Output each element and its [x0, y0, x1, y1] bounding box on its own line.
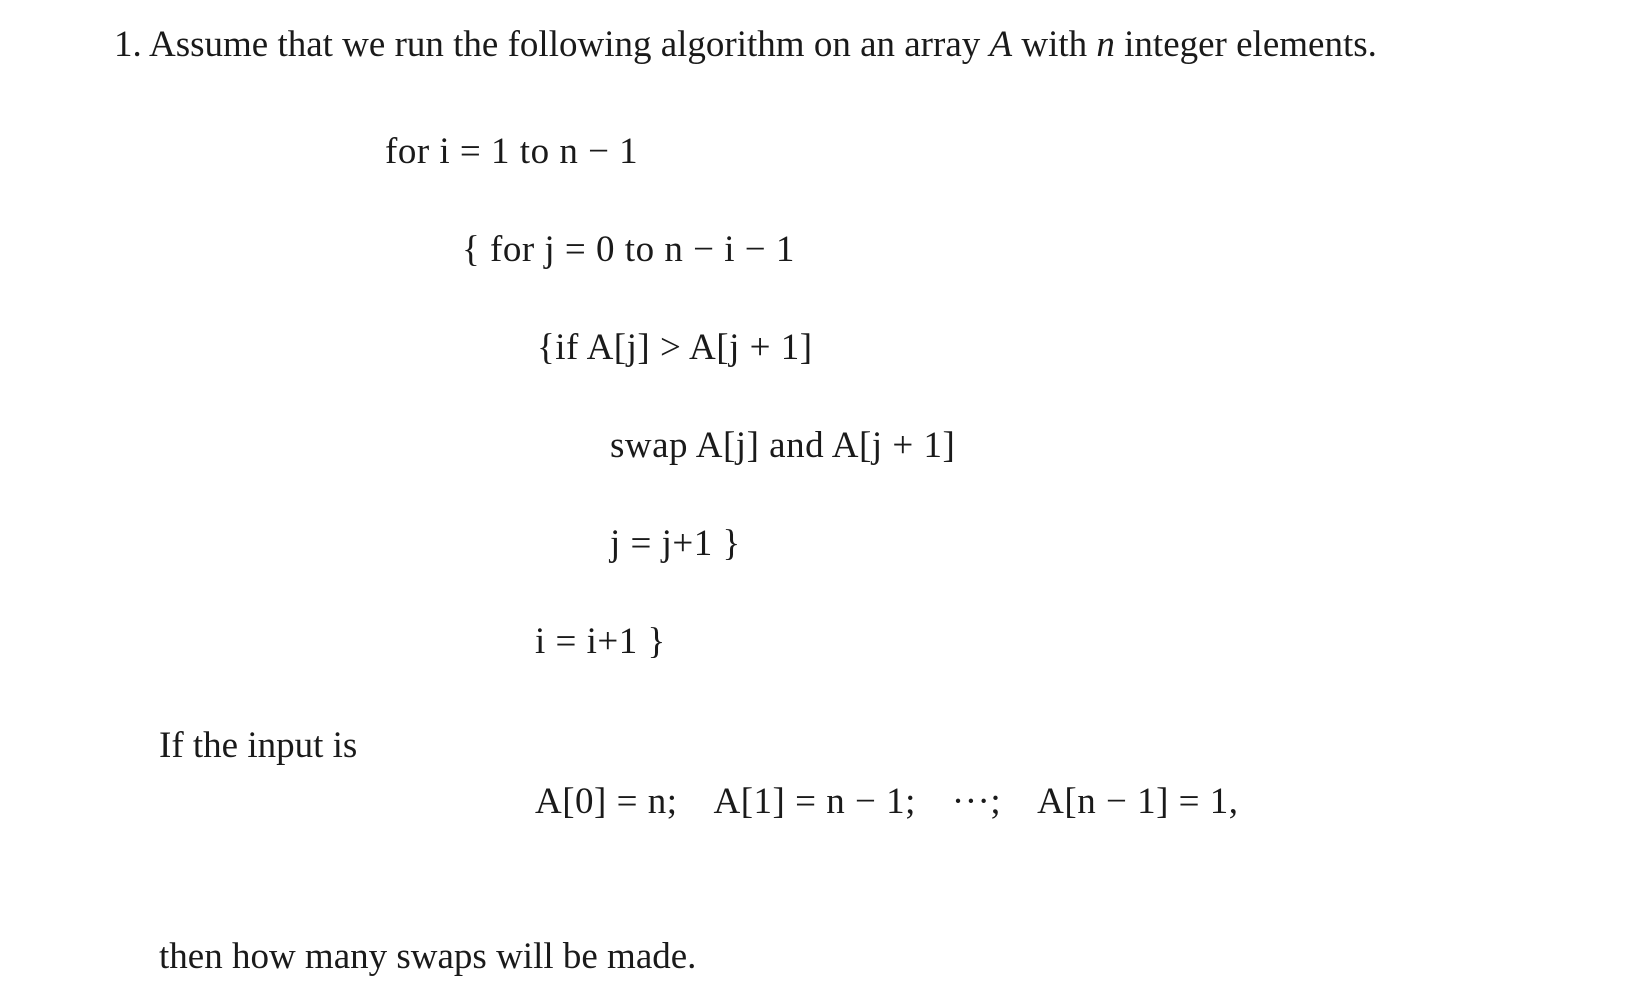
algorithm-line-inner-loop: { for j = 0 to n − i − 1 [462, 229, 795, 270]
algorithm-line-increment-i: i = i+1 } [535, 621, 666, 662]
question-text: then how many swaps will be made. [159, 936, 697, 977]
problem-intro-end: integer elements. [1124, 24, 1377, 65]
problem-number: 1. [114, 24, 142, 65]
size-variable: n [1096, 24, 1115, 65]
problem-statement [114, 26, 1377, 63]
input-term-second: A[1] = n − 1; [713, 781, 916, 822]
input-term-last: A[n − 1] = 1, [1037, 781, 1239, 822]
problem-intro-text: Assume that we run the following algorithm on an array [148, 24, 981, 65]
problem-with-text: with [1021, 24, 1088, 65]
input-values [535, 783, 1239, 820]
input-ellipsis: ···; [951, 781, 1002, 822]
array-variable: A [989, 24, 1013, 65]
algorithm-line-outer-loop: for i = 1 to n − 1 [385, 131, 639, 172]
algorithm-line-compare: {if A[j] > A[j + 1] [537, 327, 813, 368]
algorithm-line-swap: swap A[j] and A[j + 1] [610, 425, 956, 466]
algorithm-line-increment-j: j = j+1 } [610, 523, 741, 564]
input-term-first: A[0] = n; [535, 781, 678, 822]
input-lead-text: If the input is [159, 725, 358, 766]
